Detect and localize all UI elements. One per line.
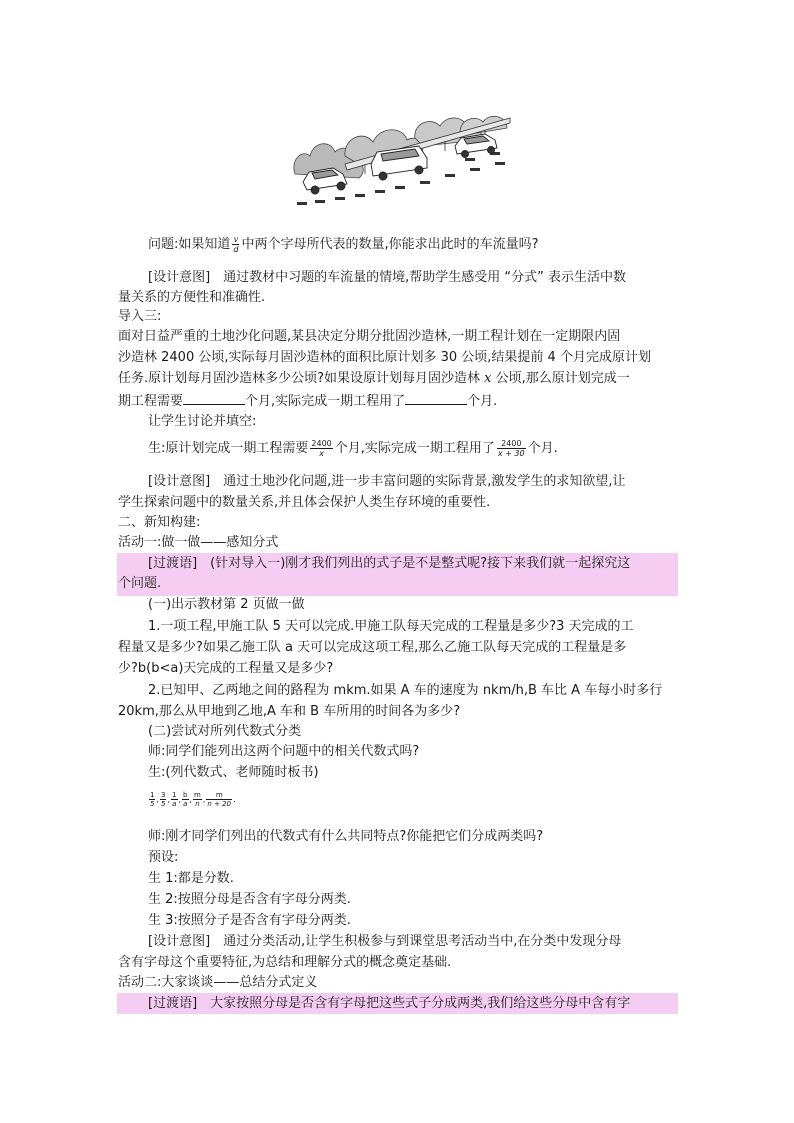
student-answer-c: 生 3:按照分子是否含有字母分两类.	[148, 913, 351, 928]
fraction-numerator: m	[206, 791, 232, 800]
fraction-denominator: x	[319, 449, 324, 458]
design-intent-2: [设计意图] 通过土地沙化问题,进一步丰富问题的实际背景,激发学生的求知欲望,让	[148, 474, 626, 489]
transition-1-cont: 个问题.	[118, 576, 162, 591]
problem-line-4-text: 期工程需要	[118, 394, 184, 409]
fraction-denominator: a	[183, 800, 188, 808]
fraction-numerator: 3	[161, 791, 166, 799]
fraction-list	[148, 791, 236, 808]
exercise-1-line-3: 少?b(b<a)天完成的工程量又是多少?	[118, 661, 334, 676]
fraction-denominator: 5	[161, 800, 166, 808]
problem-line-1: 面对日益严重的土地沙化问题,某县决定分期分批固沙造林,一期工程计划在一定期限内固	[118, 329, 621, 344]
design-intent-1-cont: 量关系的方便性和准确性.	[118, 290, 266, 305]
variable-x: x	[484, 371, 492, 386]
fraction-denominator: a	[172, 800, 177, 808]
problem-line-3-end: 公顷,那么原计划完成一	[491, 371, 630, 386]
answer-mid: 个月,实际完成一期工程用了	[334, 441, 495, 456]
exercise-2-line-2: 20km,那么从甲地到乙地,A 车和 B 车所用的时间各为多少?	[118, 704, 461, 719]
discuss-line: 让学生讨论并填空:	[148, 414, 257, 429]
design-intent-2-cont: 学生探索问题中的数量关系,并且体会保护人类生存环境的重要性.	[118, 495, 491, 510]
design-intent-3: [设计意图] 通过分类活动,让学生积极参与到课堂思考活动当中,在分类中发现分母	[148, 934, 622, 949]
fraction-separator: ,	[202, 795, 206, 804]
student-answer-b: 生 2:按照分母是否含有字母分两类.	[148, 892, 351, 907]
fraction-item	[171, 791, 177, 808]
fraction-list-end: .	[233, 795, 236, 804]
section-new-knowledge: 二、新知构建:	[118, 515, 201, 530]
preset-label: 预设:	[148, 850, 179, 865]
fraction-separator: ,	[156, 795, 160, 804]
exercise-1-line-2: 程量又是多少?如果乙施工队 a 天可以完成这项工程,那么乙施工队每天完成的工程量是多	[118, 640, 627, 655]
fraction-separator: ,	[178, 795, 182, 804]
textbook-item: (一)出示教材第 2 页做一做	[148, 597, 305, 612]
fraction-item	[149, 791, 155, 808]
problem-line-3-text: 任务.原计划每月固沙造林多少公顷?如果设原计划每月固沙造林	[118, 371, 485, 386]
design-intent-1: [设计意图] 通过教材中习题的车流量的情境,帮助学生感受用 “分式” 表示生活中数	[148, 270, 627, 285]
fraction-separator: ,	[189, 795, 193, 804]
answer-end: 个月.	[527, 441, 558, 456]
fraction-denominator: d	[233, 245, 239, 254]
answer-text: 生:原计划完成一期工程需要	[148, 441, 309, 456]
fraction-denominator: n + 20	[207, 800, 232, 808]
fraction-numerator: 1	[150, 791, 155, 799]
teacher-question-2: 师:刚才同学们列出的代数式有什么共同特点?你能把它们分成两类吗?	[148, 829, 544, 844]
teacher-question-1: 师:同学们能列出这两个问题中的相关代数式吗?	[148, 744, 420, 759]
problem-line-4-mid: 个月,实际完成一期工程用了	[245, 394, 406, 409]
fraction-item	[193, 791, 202, 808]
fraction-numerator: m	[194, 791, 201, 799]
activity-2-heading: 活动二:大家谈谈——总结分式定义	[118, 975, 318, 990]
student-answer-a: 生 1:都是分数.	[148, 871, 234, 886]
fraction-item	[206, 791, 232, 808]
exercise-2-line-1: 2.已知甲、乙两地之间的路程为 mkm.如果 A 车的速度为 nkm/h,B 车比 A 车每小时多行	[148, 683, 663, 698]
fraction-numerator: 2400	[497, 439, 526, 449]
fraction-v-over-d	[232, 235, 239, 254]
fraction-numerator: 2400	[311, 439, 332, 448]
problem-line-2: 沙造林 2400 公顷,实际每月固沙造林的面积比原计划多 30 公顷,结果提前 4 个月完成原计划	[118, 350, 651, 365]
question-text-end: 中两个字母所代表的数量,你能求出此时的车流量吗?	[241, 237, 539, 252]
transition-2: [过渡语] 大家按照分母是否含有字母把这些式子分成两类,我们给这些分母中含有字	[148, 996, 631, 1011]
problem-line-4-end: 个月.	[467, 394, 498, 409]
fraction-2400-over-x	[310, 439, 332, 458]
fraction-separator: ,	[167, 795, 171, 804]
fill-blank-1[interactable]	[183, 392, 245, 405]
exercise-1-line-1: 1.一项工程,甲施工队 5 天可以完成.甲施工队每天完成的工程量是多少?3 天完成的工	[148, 619, 634, 634]
problem-line-4	[118, 392, 497, 410]
student-answer-line	[148, 439, 558, 458]
fraction-denominator: x + 30	[497, 449, 525, 458]
student-response-1: 生:(列代数式、老师随时板书)	[148, 765, 319, 780]
design-intent-3-cont: 含有字母这个重要特征,为总结和理解分式的概念奠定基础.	[118, 955, 452, 970]
problem-line-3	[118, 371, 630, 387]
question-line	[148, 235, 539, 254]
fill-blank-2[interactable]	[405, 392, 467, 405]
fraction-2400-over-x-plus-30	[497, 439, 526, 458]
section-intro-3: 导入三:	[118, 309, 162, 324]
fraction-numerator: b	[183, 791, 188, 799]
fraction-denominator: n	[195, 800, 200, 808]
fraction-numerator: 1	[172, 791, 177, 799]
classify-heading: (二)尝试对所列代数式分类	[148, 724, 302, 739]
activity-1-heading: 活动一:做一做——感知分式	[118, 535, 279, 550]
question-text: 问题:如果知道	[148, 237, 231, 252]
fraction-denominator: 5	[150, 800, 155, 808]
traffic-cars-illustration	[285, 104, 515, 216]
fraction-item	[182, 791, 188, 808]
fraction-item	[160, 791, 166, 808]
transition-1: [过渡语] (针对导入一)刚才我们列出的式子是不是整式呢?接下来我们就一起探究这	[148, 556, 631, 571]
fraction-numerator: v	[233, 235, 239, 244]
